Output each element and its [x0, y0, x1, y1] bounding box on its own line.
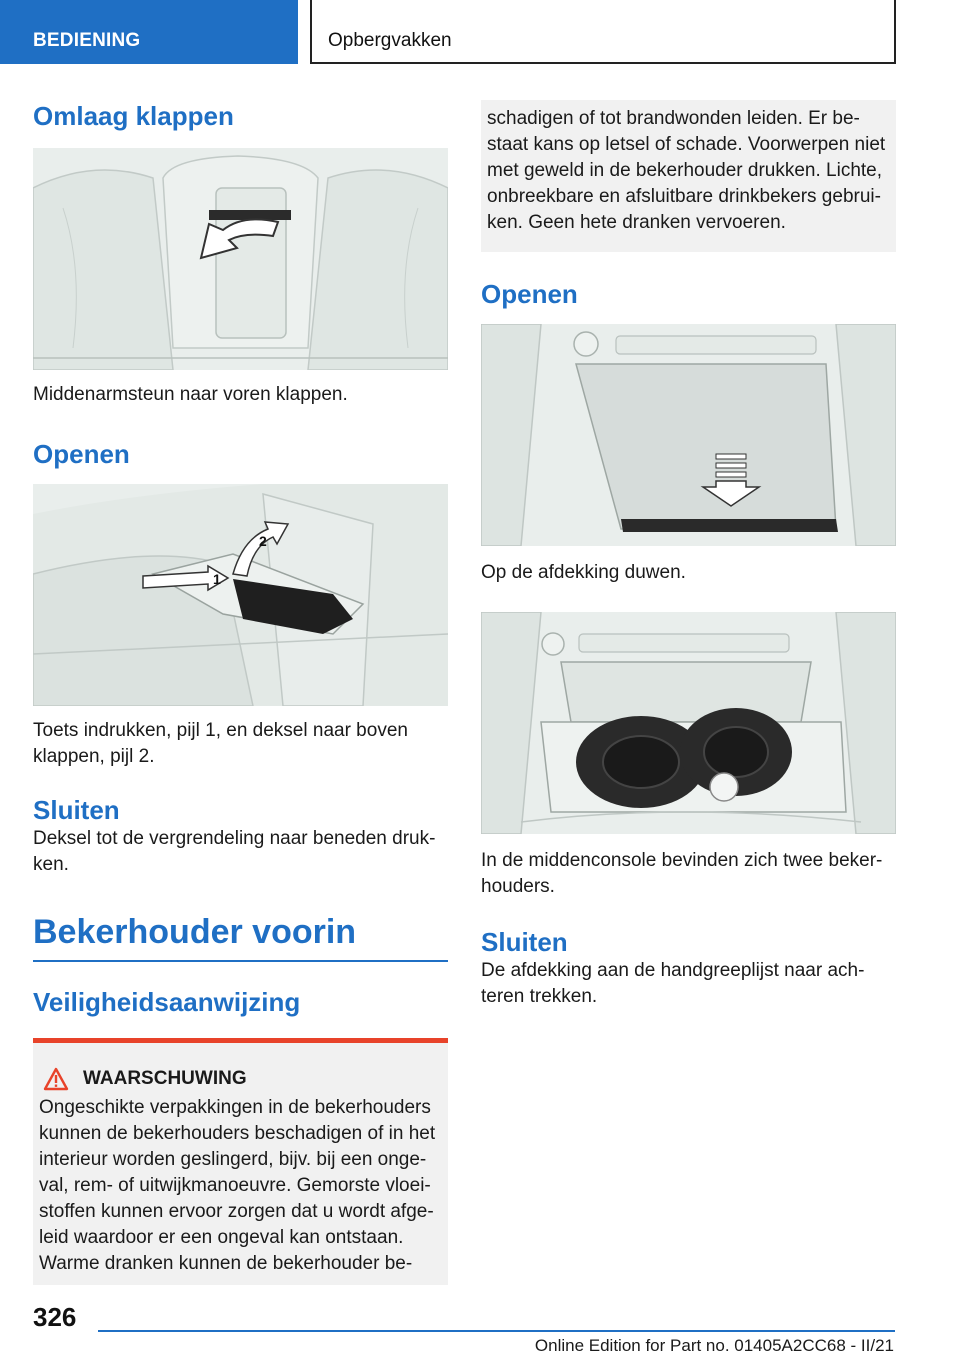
header-chapter-box: [310, 0, 896, 64]
text-fold-instruction: Middenarmsteun naar voren klappen.: [33, 384, 348, 405]
heading-cupholder-front: Bekerhouder voorin: [33, 913, 357, 951]
warning-box-continued: [481, 100, 896, 252]
illustration-cupholders-open: [481, 612, 896, 834]
text-close-cover: De afdekking aan de handgreeplijst naar ach- teren trekken.: [481, 960, 865, 1007]
warning-text-part2: schadigen of tot brandwonden leiden. Er be- staat kans op letsel of schade. Voorwerpen niet met geweld in de bekerhouder drukken. Lichte, onbreekbare en afsluitbare drinkbekers gebrui- ken. Geen hete dranken vervoeren.: [487, 108, 886, 233]
footer-rule: [98, 1330, 895, 1332]
cupholders-drawing: [481, 612, 896, 834]
rear-seat-drawing: [33, 148, 448, 370]
heading-close: Sluiten: [33, 795, 120, 825]
edition-text: Online Edition for Part no. 01405A2CC68 - II/21: [534, 1336, 894, 1355]
warning-title: WAARSCHUWING: [83, 1067, 247, 1089]
illustration-cover-push: [481, 324, 896, 546]
text-push-cover: Op de afdekking duwen.: [481, 562, 686, 583]
cover-push-drawing: [481, 324, 896, 546]
section-title: BEDIENING: [33, 30, 141, 51]
illustration-armrest-open: [33, 484, 448, 706]
arrow-label-1: 1: [213, 571, 221, 587]
warning-triangle-icon: [43, 1067, 69, 1091]
warning-title-row: [39, 1067, 436, 1091]
right-column: [481, 100, 896, 1010]
header-section-tab: [0, 0, 298, 64]
armrest-drawing: [33, 484, 448, 706]
heading-open: Openen: [33, 439, 130, 469]
heading-fold-down: Omlaag klappen: [33, 101, 234, 131]
text-console-cupholders: In de middenconsole bevinden zich twee beker- houders.: [481, 850, 883, 897]
heading-rule: [33, 960, 448, 962]
heading-close-cover: Sluiten: [481, 927, 568, 957]
heading-safety-notice: Veiligheidsaanwijzing: [33, 986, 301, 1017]
chapter-title: Opbergvakken: [328, 30, 452, 51]
text-close-instruction: Deksel tot de vergrendeling naar beneden druk- ken.: [33, 828, 436, 875]
heading-open-cover: Openen: [481, 279, 578, 309]
illustration-rear-seat-armrest: [33, 148, 448, 370]
arrow-label-2: 2: [259, 533, 267, 549]
text-open-instruction: Toets indrukken, pijl 1, en deksel naar boven klappen, pijl 2.: [33, 720, 408, 767]
page-number: 326: [33, 1302, 77, 1332]
left-column: [33, 100, 448, 1285]
warning-text-part1: Ongeschikte verpakkingen in de bekerhouders kunnen de bekerhouders beschadigen of in het interieur worden geslingerd, bijv. bij een onge- val, rem- of uitwijkmanoeuvre. Gemorste vloei- stoffen kunnen ervoor zorgen dat u wordt afge- leid waardoor er een ongeval kan ontstaan. Warme dranken kunnen de bekerhouder be-: [39, 1096, 436, 1274]
warning-box: [33, 1038, 448, 1285]
